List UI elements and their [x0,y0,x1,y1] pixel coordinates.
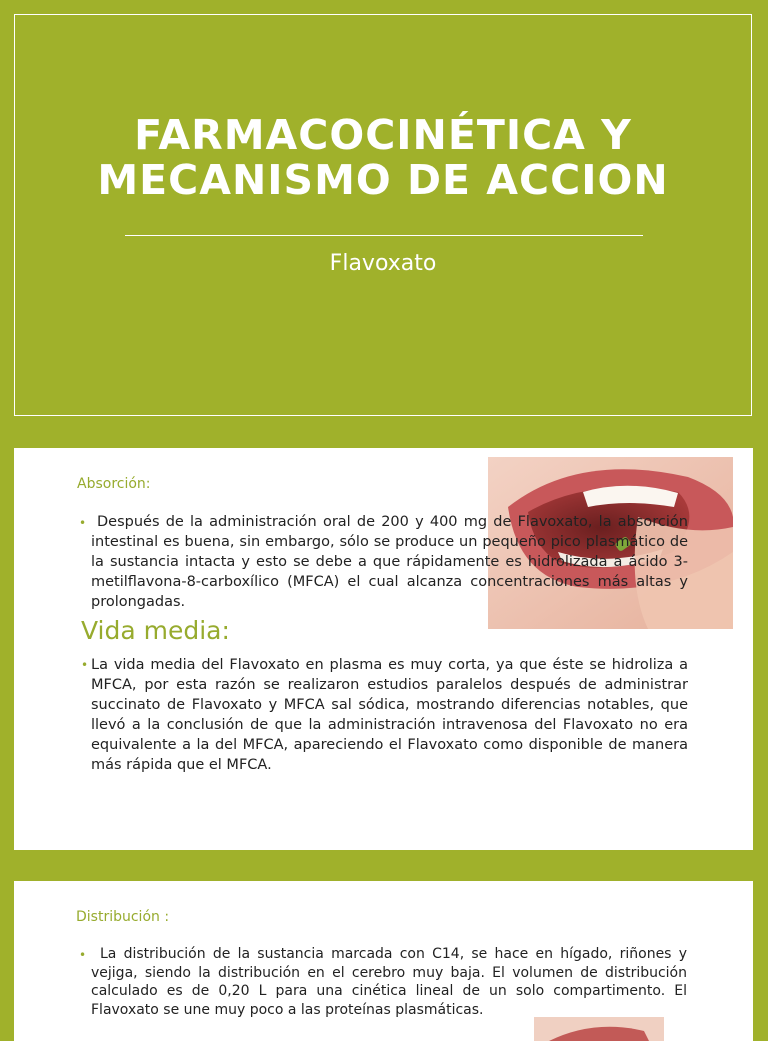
vida-media-paragraph [91,655,688,775]
distribution-slide [14,881,753,1041]
distribution-photo [534,1017,664,1041]
title-slide [14,14,752,416]
absorcion-text: Después de la administración oral de 200 y 400 mg de Flavoxato, la absorción intestinal es buena, sin embargo, sólo se produce un pequeño pico plasmático de la sustancia intacta y esto se debe a que rápidamente es hidrolizada a ácido 3-metilflavona-8-carboxílico (MFCA) el cual alcanza concentraciones más altas y prolongadas. [91,514,688,610]
pharmacokinetics-slide [14,448,753,850]
absorcion-bullet: • [79,516,87,530]
vida-media-heading: Vida media: [81,616,230,645]
title-line-1: FARMACOCINÉTICA Y [134,111,632,159]
slide-subtitle: Flavoxato [329,251,437,276]
title-line-2: MECANISMO DE ACCION [97,156,669,204]
slide-title [15,113,751,203]
distribucion-bullet: • [79,948,87,962]
vida-media-bullet: • [81,658,89,672]
absorcion-paragraph [91,512,688,612]
title-divider [125,235,643,236]
distribucion-text: La distribución de la sustancia marcada con C14, se hace en hígado, riñones y vejiga, siendo la distribución en el cerebro muy baja. El volumen de distribución calculado es de 0,20 L para una cinética lineal de un solo compartimento. El Flavoxato se une muy poco a las proteínas plasmáticas. [91,946,687,1018]
absorcion-heading: Absorción: [77,476,151,492]
vida-media-text: La vida media del Flavoxato en plasma es muy corta, ya que éste se hidroliza a MFCA, por esta razón se realizaron estudios paralelos después de administrar succinato de Flavoxato y MFCA sal sódica, mostrando diferencias notables, que llevó a la conclusión de que la administración intravenosa del Flavoxato no era equivalente a la del MFCA, apareciendo el Flavoxato como disponible de manera más rápida que el MFCA. [91,657,688,773]
distribucion-heading: Distribución : [76,909,170,925]
distribucion-paragraph [91,945,687,1019]
